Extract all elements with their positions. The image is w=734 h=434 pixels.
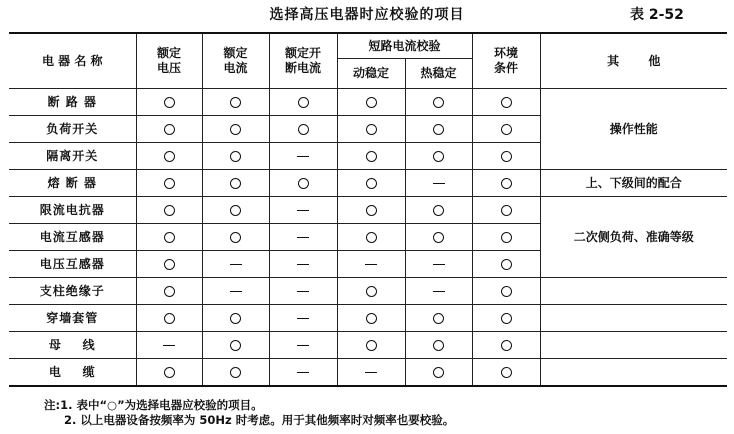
header-short-circuit: 短路电流校验 (337, 33, 472, 59)
cell-breaking-current (269, 89, 337, 116)
check-circle-icon (501, 151, 512, 162)
check-circle-icon (433, 151, 444, 162)
cell-thermal (405, 332, 472, 359)
cell-rated-current (202, 251, 269, 278)
device-name: 熔 断 器 (9, 170, 136, 197)
cell-thermal (405, 116, 472, 143)
cell-thermal (405, 143, 472, 170)
check-circle-icon (164, 205, 175, 216)
header-name: 电 器 名 称 (9, 33, 136, 89)
check-circle-icon (164, 259, 175, 270)
cell-environment (472, 143, 540, 170)
header-dynamic: 动稳定 (337, 59, 405, 89)
cell-rated-current (202, 278, 269, 305)
cell-environment (472, 251, 540, 278)
cell-dynamic (337, 143, 405, 170)
dash-icon (297, 264, 309, 265)
note-line-2: 2. 以上电器设备按频率为 50Hz 时考虑。用于其他频率时对频率也要校验。 (64, 413, 455, 427)
check-circle-icon (501, 367, 512, 378)
cell-dynamic (337, 332, 405, 359)
check-circle-icon (230, 151, 241, 162)
cell-dynamic (337, 197, 405, 224)
check-circle-icon (366, 286, 377, 297)
dash-icon (365, 372, 377, 373)
check-circle-icon (366, 313, 377, 324)
table-row (9, 332, 727, 359)
check-circle-icon (366, 205, 377, 216)
note-line-1: 注:1. 表中“○”为选择电器应校验的项目。 (44, 398, 263, 412)
check-circle-icon (230, 367, 241, 378)
other-secondary-load-accuracy: 二次侧负荷、准确等级 (540, 197, 727, 278)
check-circle-icon (164, 367, 175, 378)
dash-icon (433, 264, 445, 265)
check-circle-icon (230, 313, 241, 324)
cell-rated-voltage (136, 278, 202, 305)
cell-environment (472, 197, 540, 224)
cell-rated-current (202, 89, 269, 116)
check-circle-icon (164, 97, 175, 108)
cell-rated-voltage (136, 143, 202, 170)
device-name: 隔离开关 (9, 143, 136, 170)
cell-environment (472, 224, 540, 251)
check-circle-icon (164, 286, 175, 297)
table-row (9, 305, 727, 332)
check-circle-icon (230, 232, 241, 243)
check-circle-icon (433, 97, 444, 108)
check-circle-icon (230, 97, 241, 108)
check-circle-icon (230, 178, 241, 189)
other-empty (540, 278, 727, 305)
dash-icon (297, 372, 309, 373)
other-empty (540, 359, 727, 387)
check-circle-icon (501, 178, 512, 189)
cell-rated-voltage (136, 359, 202, 387)
cell-thermal (405, 251, 472, 278)
cell-breaking-current (269, 170, 337, 197)
cell-environment (472, 278, 540, 305)
cell-rated-voltage (136, 89, 202, 116)
cell-rated-voltage (136, 170, 202, 197)
device-name: 电 缆 (9, 359, 136, 387)
cell-dynamic (337, 305, 405, 332)
dash-icon (297, 291, 309, 292)
check-circle-icon (501, 205, 512, 216)
cell-environment (472, 170, 540, 197)
cell-environment (472, 305, 540, 332)
dash-icon (230, 291, 242, 292)
other-level-coordination: 上、下级间的配合 (540, 170, 727, 197)
cell-dynamic (337, 89, 405, 116)
device-name: 支柱绝缘子 (9, 278, 136, 305)
cell-environment (472, 332, 540, 359)
table-row (9, 197, 727, 224)
device-name: 电压互感器 (9, 251, 136, 278)
check-circle-icon (298, 124, 309, 135)
header-breaking-current: 额定开 断电流 (269, 33, 337, 89)
check-circle-icon (501, 232, 512, 243)
cell-breaking-current (269, 359, 337, 387)
check-circle-icon (433, 367, 444, 378)
dash-icon (297, 237, 309, 238)
check-circle-icon (164, 313, 175, 324)
table-notes (44, 398, 454, 428)
header-other: 其 他 (540, 33, 727, 89)
device-name: 断 路 器 (9, 89, 136, 116)
device-name: 负荷开关 (9, 116, 136, 143)
cell-thermal (405, 224, 472, 251)
check-circle-icon (366, 340, 377, 351)
check-circle-icon (230, 205, 241, 216)
cell-rated-voltage (136, 305, 202, 332)
table-title: 选择高压电器时应校验的项目 (269, 7, 465, 23)
cell-rated-current (202, 170, 269, 197)
dash-icon (297, 210, 309, 211)
cell-breaking-current (269, 143, 337, 170)
cell-rated-voltage (136, 251, 202, 278)
other-empty (540, 332, 727, 359)
cell-breaking-current (269, 305, 337, 332)
check-circle-icon (501, 259, 512, 270)
other-operation-performance: 操作性能 (540, 89, 727, 170)
cell-breaking-current (269, 251, 337, 278)
verification-table (9, 32, 727, 387)
table-number: 表 2-52 (630, 7, 684, 23)
cell-environment (472, 116, 540, 143)
check-circle-icon (433, 205, 444, 216)
cell-dynamic (337, 116, 405, 143)
table-row (9, 278, 727, 305)
dash-icon (297, 156, 309, 157)
cell-dynamic (337, 251, 405, 278)
cell-breaking-current (269, 278, 337, 305)
other-empty (540, 305, 727, 332)
cell-thermal (405, 89, 472, 116)
table-row (9, 170, 727, 197)
cell-breaking-current (269, 116, 337, 143)
dash-icon (433, 291, 445, 292)
cell-rated-current (202, 143, 269, 170)
header-thermal: 热稳定 (405, 59, 472, 89)
check-circle-icon (164, 151, 175, 162)
cell-breaking-current (269, 197, 337, 224)
check-circle-icon (433, 232, 444, 243)
cell-rated-voltage (136, 197, 202, 224)
cell-environment (472, 359, 540, 387)
check-circle-icon (366, 178, 377, 189)
cell-thermal (405, 359, 472, 387)
cell-rated-current (202, 197, 269, 224)
check-circle-icon (366, 151, 377, 162)
cell-rated-voltage (136, 116, 202, 143)
device-name: 限流电抗器 (9, 197, 136, 224)
table-row (9, 89, 727, 116)
check-circle-icon (164, 232, 175, 243)
check-circle-icon (433, 313, 444, 324)
check-circle-icon (164, 178, 175, 189)
check-circle-icon (501, 97, 512, 108)
check-circle-icon (366, 124, 377, 135)
header-rated-voltage: 额定 电压 (136, 33, 202, 89)
check-circle-icon (433, 340, 444, 351)
device-name: 电流互感器 (9, 224, 136, 251)
cell-dynamic (337, 359, 405, 387)
cell-rated-current (202, 359, 269, 387)
check-circle-icon (164, 124, 175, 135)
check-circle-icon (501, 124, 512, 135)
dash-icon (163, 345, 175, 346)
check-circle-icon (501, 340, 512, 351)
table-body (9, 89, 727, 387)
check-circle-icon (230, 340, 241, 351)
device-name: 穿墙套管 (9, 305, 136, 332)
cell-rated-current (202, 116, 269, 143)
dash-icon (365, 264, 377, 265)
dash-icon (297, 345, 309, 346)
cell-rated-voltage (136, 224, 202, 251)
cell-thermal (405, 278, 472, 305)
cell-dynamic (337, 278, 405, 305)
cell-rated-current (202, 332, 269, 359)
cell-thermal (405, 197, 472, 224)
cell-thermal (405, 305, 472, 332)
cell-rated-current (202, 224, 269, 251)
check-circle-icon (298, 97, 309, 108)
dash-icon (433, 183, 445, 184)
dash-icon (297, 318, 309, 319)
cell-breaking-current (269, 224, 337, 251)
check-circle-icon (501, 286, 512, 297)
device-name: 母 线 (9, 332, 136, 359)
table-row (9, 359, 727, 387)
check-circle-icon (230, 124, 241, 135)
cell-rated-voltage (136, 332, 202, 359)
cell-rated-current (202, 305, 269, 332)
check-circle-icon (433, 124, 444, 135)
cell-dynamic (337, 170, 405, 197)
cell-breaking-current (269, 332, 337, 359)
header-environment: 环境 条件 (472, 33, 540, 89)
check-circle-icon (366, 97, 377, 108)
cell-thermal (405, 170, 472, 197)
cell-dynamic (337, 224, 405, 251)
check-circle-icon (298, 178, 309, 189)
check-circle-icon (366, 232, 377, 243)
check-circle-icon (501, 313, 512, 324)
cell-environment (472, 89, 540, 116)
header-rated-current: 额定 电流 (202, 33, 269, 89)
dash-icon (230, 264, 242, 265)
